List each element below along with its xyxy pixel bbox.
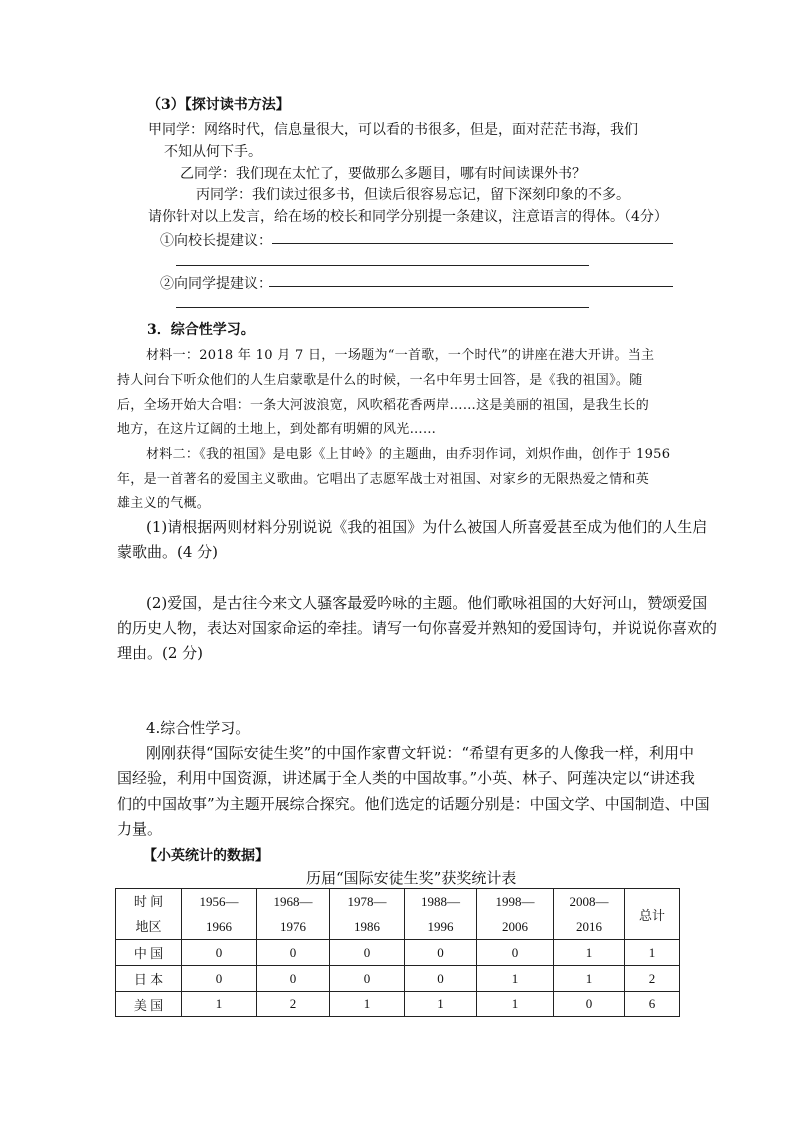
value-cell: 0 <box>257 966 330 992</box>
value-cell: 1 <box>330 992 405 1017</box>
total-header: 总计 <box>625 889 680 940</box>
s4-para-line4: 力量。 <box>117 820 163 838</box>
data-label: 【小英统计的数据】 <box>143 848 269 864</box>
s4-para-line2: 国经验，利用中国资源，讲述属于全人类的中国故事。”小英、林子、阿莲决定以“讲述我 <box>117 769 695 787</box>
corner-cell <box>116 889 182 940</box>
material1-line4: 地方，在这片辽阔的土地上，到处都有明媚的风光…… <box>117 422 437 437</box>
material1-line2: 持人问台下听众他们的人生启蒙歌是什么的时候，一名中年男士回答，是《我的祖国》。随 <box>117 373 643 388</box>
principal-answer-line-1[interactable] <box>272 243 673 244</box>
material1-line3: 后，全场开始大合唱：一条大河波浪宽，风吹稻花香两岸……这是美丽的祖国，是我生长的 <box>117 398 650 413</box>
corner-region-label: 地区 <box>135 919 162 934</box>
s3-q2-line3: 理由。(2 分) <box>117 644 204 662</box>
period-start: 1978— <box>347 894 387 909</box>
period-end: 2016 <box>576 919 602 934</box>
principal-suggestion-label: ①向校长提建议： <box>160 233 272 249</box>
value-cell: 1 <box>477 966 554 992</box>
material2-line3: 雄主义的气概。 <box>117 496 211 511</box>
total-cell: 6 <box>625 992 680 1017</box>
value-cell: 1 <box>182 992 257 1017</box>
q3-jia-line1: 甲同学：网络时代，信息量很大，可以看的书很多，但是，面对茫茫书海，我们 <box>148 122 638 138</box>
total-cell: 2 <box>625 966 680 992</box>
period-end: 1976 <box>280 919 306 934</box>
s3-q2-line2: 的历史人物，表达对国家命运的牵挂。请写一句你喜爱并熟知的爱国诗句，并说说你喜欢的 <box>117 619 718 637</box>
classmate-suggestion-label: ②向同学提建议： <box>160 276 272 292</box>
period-start: 2008— <box>569 894 609 909</box>
principal-answer-line-2[interactable] <box>176 265 589 266</box>
q3-yi: 乙同学：我们现在太忙了，要做那么多题目，哪有时间读课外书？ <box>180 166 586 182</box>
value-cell: 0 <box>405 966 477 992</box>
table-title: 历届“国际安徒生奖”获奖统计表 <box>306 869 517 887</box>
table-row <box>116 966 680 992</box>
total-cell: 1 <box>625 940 680 966</box>
table-row <box>116 992 680 1017</box>
classmate-answer-line-1[interactable] <box>269 286 673 287</box>
q3-jia-line2: 不知从何下手。 <box>164 144 262 160</box>
period-start: 1968— <box>273 894 313 909</box>
s3-heading: 3．综合性学习。 <box>147 322 255 338</box>
value-cell: 0 <box>477 940 554 966</box>
material2-line1: 材料二：《我的祖国》是电影《上甘岭》的主题曲，由乔羽作词，刘炽作曲，创作于 1956 <box>146 447 671 462</box>
value-cell: 0 <box>182 966 257 992</box>
q3-heading: （3）【探讨读书方法】 <box>147 97 290 113</box>
period-header <box>405 889 477 940</box>
value-cell: 0 <box>554 992 625 1017</box>
period-header <box>554 889 625 940</box>
value-cell: 1 <box>477 992 554 1017</box>
period-end: 1996 <box>427 919 454 934</box>
s4-para-line1: 刚刚获得“国际安徒生奖”的中国作家曹文轩说：“希望有更多的人像我一样，利用中 <box>146 744 695 762</box>
material1-line1: 材料一：2018 年 10 月 7 日，一场题为“一首歌，一个时代”的讲座在港大开讲。当主 <box>146 348 655 363</box>
value-cell: 0 <box>182 940 257 966</box>
value-cell: 1 <box>405 992 477 1017</box>
value-cell: 0 <box>257 940 330 966</box>
value-cell: 1 <box>554 940 625 966</box>
s3-q2-line1: (2)爱国，是古往今来文人骚客最爱吟咏的主题。他们歌咏祖国的大好河山，赞颂爱国 <box>146 594 708 612</box>
corner-time-label: 时 间 <box>133 894 164 909</box>
period-header <box>182 889 257 940</box>
award-stats-table <box>115 888 680 1017</box>
period-end: 2006 <box>502 919 528 934</box>
period-start: 1988— <box>421 894 460 909</box>
s3-q1-line2: 蒙歌曲。(4 分) <box>117 543 219 561</box>
value-cell: 1 <box>554 966 625 992</box>
period-header <box>477 889 554 940</box>
material2-line2: 年，是一首著名的爱国主义歌曲。它唱出了志愿军战士对祖国、对家乡的无限热爱之情和英 <box>117 472 650 487</box>
period-start: 1998— <box>495 894 535 909</box>
region-cell: 中 国 <box>116 940 182 966</box>
value-cell: 0 <box>330 940 405 966</box>
q3-instruction: 请你针对以上发言，给在场的校长和同学分别提一条建议，注意语言的得体。（4分） <box>148 209 668 225</box>
q3-bing: 丙同学：我们读过很多书，但读后很容易忘记，留下深刻印象的不多。 <box>196 187 630 203</box>
region-cell: 美 国 <box>116 992 182 1017</box>
period-end: 1986 <box>354 919 380 934</box>
s4-para-line3: 们的中国故事”为主题开展综合探究。他们选定的话题分别是：中国文学、中国制造、中国 <box>117 795 710 813</box>
value-cell: 2 <box>257 992 330 1017</box>
value-cell: 0 <box>330 966 405 992</box>
period-header <box>330 889 405 940</box>
table-header-row <box>116 889 680 940</box>
s3-q1-line1: (1)请根据两则材料分别说说《我的祖国》为什么被国人所喜爱甚至成为他们的人生启 <box>146 518 708 536</box>
classmate-answer-line-2[interactable] <box>176 307 589 308</box>
s4-heading: 4.综合性学习。 <box>146 719 251 737</box>
value-cell: 0 <box>405 940 477 966</box>
region-cell: 日 本 <box>116 966 182 992</box>
period-end: 1966 <box>206 919 232 934</box>
period-header <box>257 889 330 940</box>
period-start: 1956— <box>199 894 239 909</box>
table-row <box>116 940 680 966</box>
